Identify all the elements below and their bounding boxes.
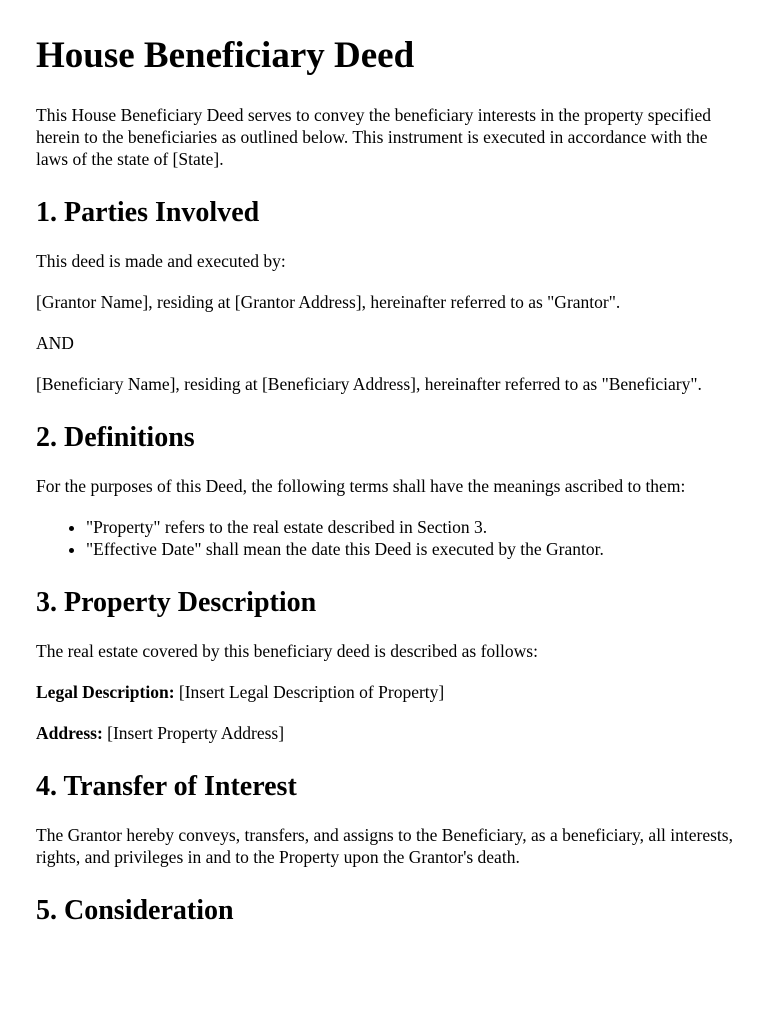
address-label: Address: — [36, 723, 103, 743]
section-heading-property: 3. Property Description — [36, 587, 317, 618]
legal-description-line — [36, 681, 734, 703]
address-value: [Insert Property Address] — [107, 723, 285, 743]
legal-description-value: [Insert Legal Description of Property] — [178, 682, 445, 702]
section-heading-transfer: 4. Transfer of Interest — [36, 771, 297, 802]
section-heading-parties: 1. Parties Involved — [36, 197, 260, 228]
section-heading-consideration: 5. Consideration — [36, 895, 234, 926]
property-paragraph: The real estate covered by this beneficiary deed is described as follows: — [36, 641, 538, 661]
parties-paragraph-beneficiary: [Beneficiary Name], residing at [Beneficiary Address], hereinafter referred to as "Beneficiary". — [36, 374, 702, 394]
definition-item-property: • "Property" refers to the real estate described in Section 3. — [86, 516, 734, 538]
legal-description-label: Legal Description: — [36, 682, 175, 702]
intro-paragraph: This House Beneficiary Deed serves to convey the beneficiary interests in the property specified herein to the beneficiaries as outlined below. This instrument is executed in accordance with the laws of the state of [State]. — [36, 105, 711, 169]
definitions-list — [36, 516, 734, 560]
definition-item-effective-date: • "Effective Date" shall mean the date this Deed is executed by the Grantor. — [86, 538, 734, 560]
document-title: House Beneficiary Deed — [36, 35, 415, 76]
parties-paragraph-and: AND — [36, 333, 74, 353]
definitions-paragraph: For the purposes of this Deed, the following terms shall have the meanings ascribed to them: — [36, 476, 686, 496]
address-line — [36, 722, 734, 744]
transfer-paragraph: The Grantor hereby conveys, transfers, and assigns to the Beneficiary, as a beneficiary, all interests, rights, and privileges in and to the Property upon the Grantor's death. — [36, 825, 733, 867]
parties-paragraph-grantor: [Grantor Name], residing at [Grantor Address], hereinafter referred to as "Grantor". — [36, 292, 621, 312]
parties-paragraph-1: This deed is made and executed by: — [36, 251, 286, 271]
section-heading-definitions: 2. Definitions — [36, 422, 195, 453]
